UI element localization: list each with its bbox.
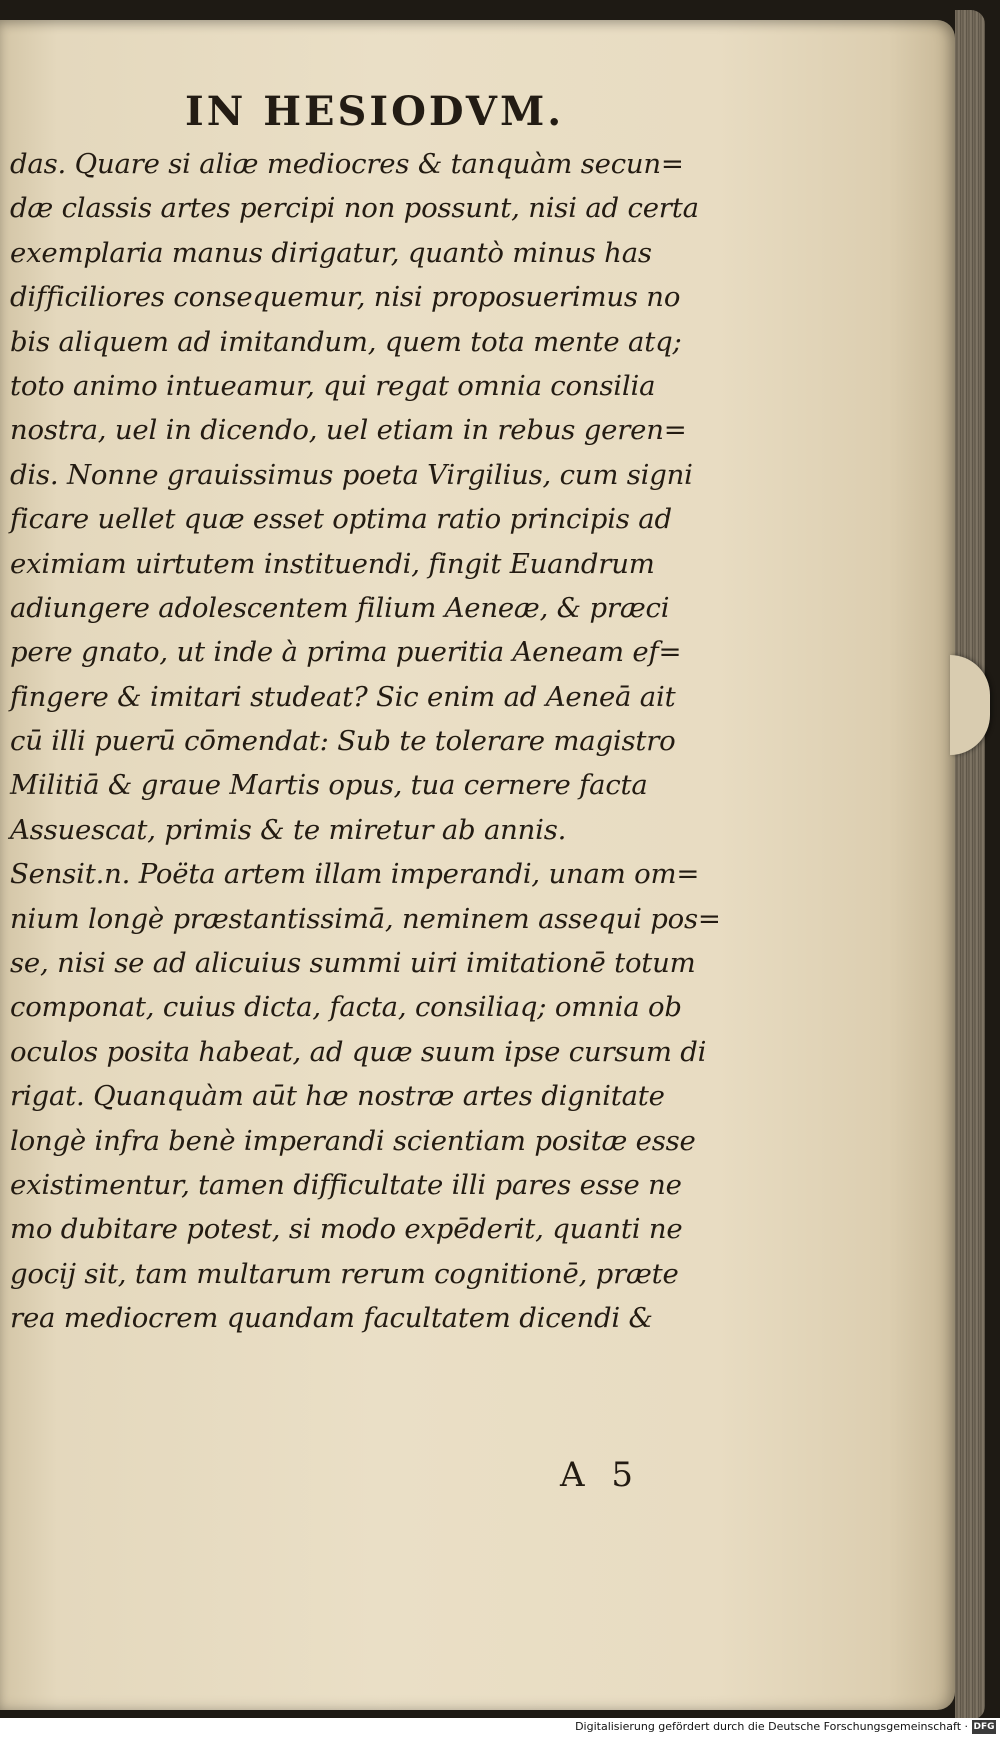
text-line: fingere & imitari studeat? Sic enim ad Aeneā ait [10,680,676,713]
dfg-logo-icon: DFG [973,1722,995,1732]
text-line: componat, cuius dicta, facta, consiliaq; omnia ob [10,991,682,1024]
text-line: bis aliquem ad imitandum, quem tota mente atq; [10,325,682,358]
text-line: dis. Nonne grauissimus poeta Virgilius, cum signi [10,458,693,491]
text-line: se, nisi se ad alicuius summi uiri imitationē totum [10,947,696,980]
text-line: nium longè præstantissimā, neminem assequi pos= [10,902,721,935]
text-line: mo dubitare potest, si modo expēderit, quanti ne [10,1213,683,1246]
footer-credit: Digitalisierung gefördert durch die Deutsche Forschungsgemeinschaft · [575,1720,968,1733]
text-line: pere gnato, ut inde à prima pueritia Aeneam ef= [10,636,682,669]
text-line: Militiā & graue Martis opus, tua cernere facta [10,769,648,802]
text-line: eximiam uirtutem instituendi, fingit Euandrum [10,547,655,580]
text-line: Assuescat, primis & te miretur ab annis. [10,813,567,846]
text-line: Sensit.n. Poëta artem illam imperandi, unam om= [10,858,700,891]
text-line: toto animo intueamur, qui regat omnia consilia [10,369,656,402]
text-line: nostra, uel in dicendo, uel etiam in rebus geren= [10,414,687,447]
page-edge [955,10,985,1720]
text-line: das. Quare si aliæ mediocres & tanquàm secun= [10,148,684,180]
text-line: rigat. Quanquàm aūt hæ nostræ artes dignitate [10,1080,665,1113]
text-line: gocij sit, tam multarum rerum cognitionē, præte [10,1257,679,1290]
text-line: exemplaria manus dirigatur, quantò minus has [10,236,652,269]
text-line: dæ classis artes percipi non possunt, nisi ad certa [10,192,699,225]
text-line: oculos posita habeat, ad quæ suum ipse cursum di [10,1035,707,1068]
text-line: cū illi puerū cōmendat: Sub te tolerare magistro [10,725,676,758]
text-line: ficare uellet quæ esset optima ratio principis ad [10,503,672,536]
text-line: rea mediocrem quandam facultatem dicendi & [10,1302,653,1335]
running-title: IN HESIODVM. [185,88,565,135]
footer-bar [0,1718,1000,1737]
text-line: existimentur, tamen difficultate illi pares esse ne [10,1168,682,1201]
text-line: longè infra benè imperandi scientiam positæ esse [10,1124,696,1157]
text-line: difficiliores consequemur, nisi proposuerimus no [10,281,681,314]
signature-mark: A 5 [560,1455,641,1495]
body-text [10,142,730,1341]
text-line: adiungere adolescentem filium Aeneæ, & præci [10,591,670,624]
